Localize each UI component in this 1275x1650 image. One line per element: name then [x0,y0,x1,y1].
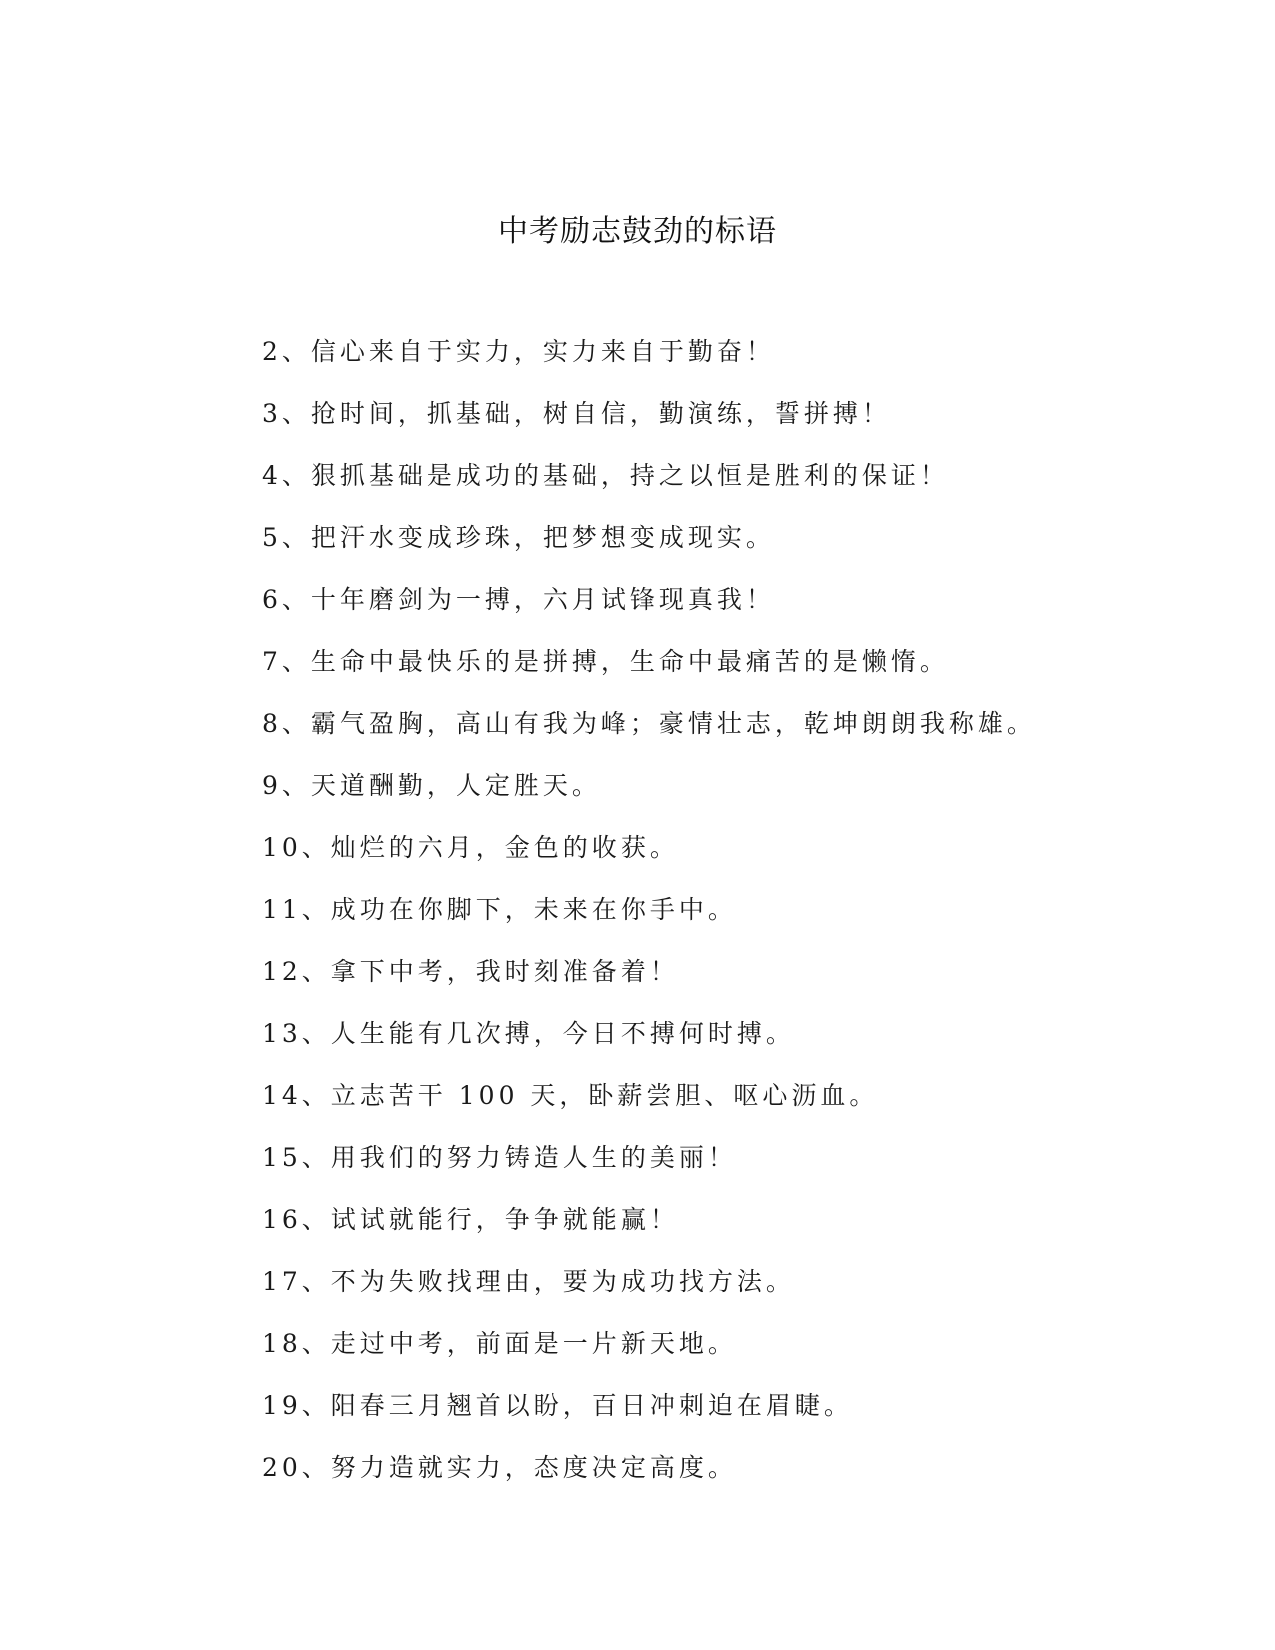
slogan-item: 9、天道酬勤，人定胜天。 [262,771,601,800]
slogan-item: 17、不为失败找理由，要为成功找方法。 [262,1267,795,1296]
slogan-item: 4、狠抓基础是成功的基础，持之以恒是胜利的保证！ [262,461,949,490]
slogan-item: 10、灿烂的六月，金色的收获。 [262,833,679,862]
slogan-item: 14、立志苦干 100 天，卧薪尝胆、呕心沥血。 [262,1081,879,1110]
slogan-item: 2、信心来自于实力，实力来自于勤奋！ [262,337,775,366]
slogan-list [262,330,1162,1508]
document-title: 中考励志鼓劲的标语 [498,214,777,249]
slogan-item: 6、十年磨剑为一搏，六月试锋现真我！ [262,585,775,614]
slogan-item: 7、生命中最快乐的是拼搏，生命中最痛苦的是懒惰。 [262,647,949,676]
slogan-item: 3、抢时间，抓基础，树自信，勤演练，誓拼搏！ [262,399,891,428]
slogan-item: 11、成功在你脚下，未来在你手中。 [262,895,737,924]
slogan-item: 15、用我们的努力铸造人生的美丽！ [262,1143,737,1172]
slogan-item: 13、人生能有几次搏，今日不搏何时搏。 [262,1019,795,1048]
slogan-item: 19、阳春三月翘首以盼，百日冲刺迫在眉睫。 [262,1391,853,1420]
slogan-item: 20、努力造就实力，态度决定高度。 [262,1453,737,1482]
slogan-item: 18、走过中考，前面是一片新天地。 [262,1329,737,1358]
slogan-item: 5、把汗水变成珍珠，把梦想变成现实。 [262,523,775,552]
slogan-item: 8、霸气盈胸，高山有我为峰；豪情壮志，乾坤朗朗我称雄。 [262,709,1036,738]
slogan-item: 12、拿下中考，我时刻准备着！ [262,957,679,986]
slogan-item: 16、试试就能行，争争就能赢！ [262,1205,679,1234]
